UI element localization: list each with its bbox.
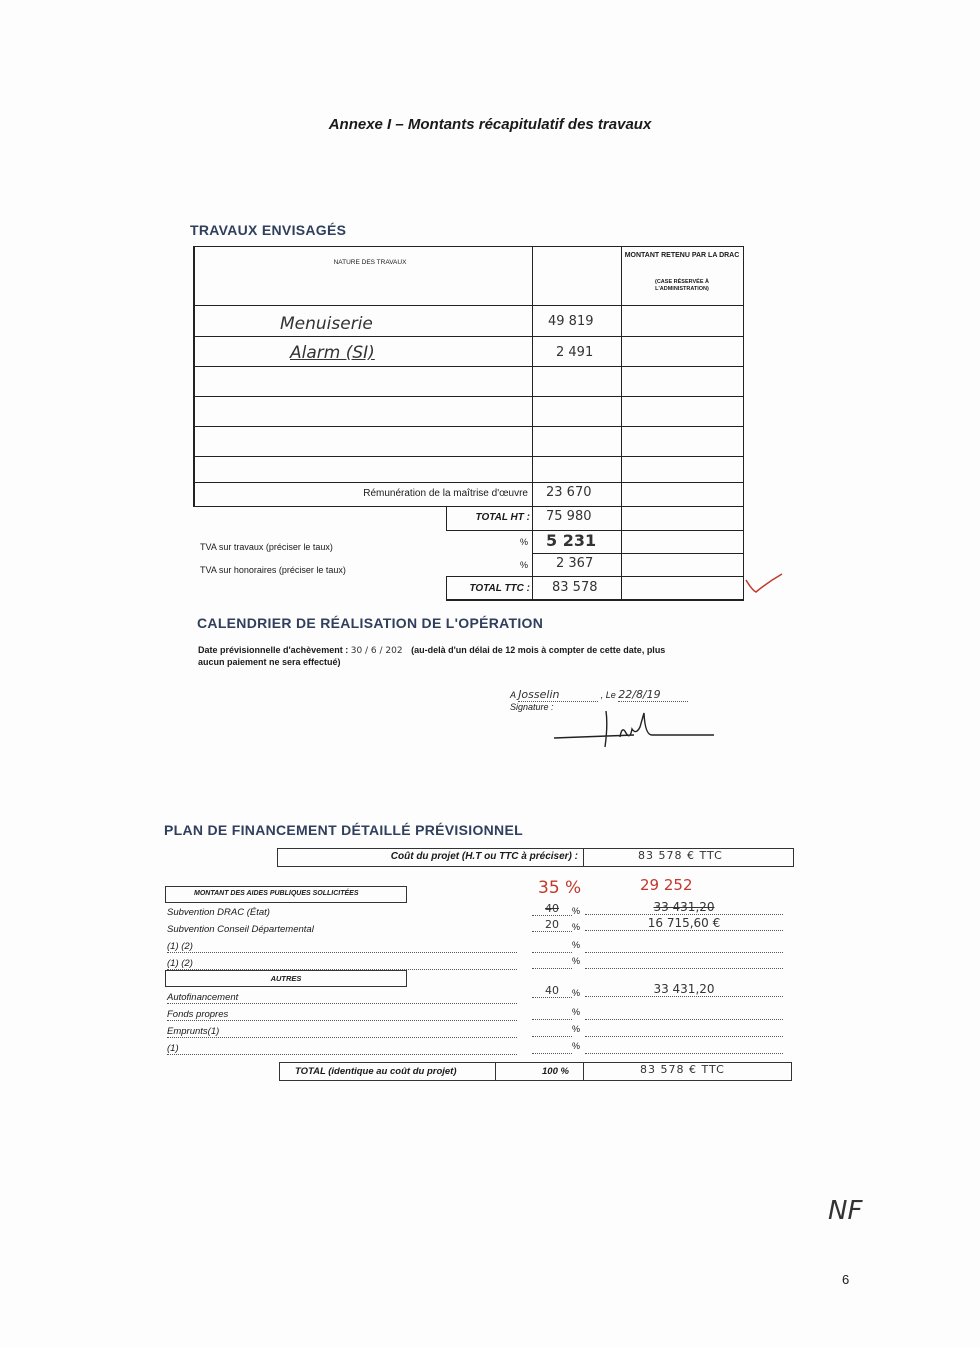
cout-box xyxy=(277,848,794,867)
tva-honoraires-label: TVA sur honoraires (préciser le taux) xyxy=(200,565,346,575)
tva-honoraires-pct: % xyxy=(520,560,529,570)
total-value: 83 578 € TTC xyxy=(640,1063,725,1076)
tva-honoraires-value: 2 367 xyxy=(556,556,594,571)
initials: NF xyxy=(828,1196,863,1226)
travaux-row-2-montant: 2 491 xyxy=(556,345,594,360)
date-suffix: (au-delà d'un délai de 12 mois à compter de cette date, plus xyxy=(411,645,666,655)
tva-travaux-value: 5 231 xyxy=(546,531,597,550)
total-label: TOTAL (identique au coût du projet) xyxy=(295,1066,457,1077)
cout-value: 83 578 € TTC xyxy=(638,849,723,862)
autre-row-1-pct: 40 xyxy=(532,984,572,998)
col-header-nature: NATURE DES TRAVAUX xyxy=(333,259,407,266)
signature-label: Signature : xyxy=(510,702,554,712)
aide-row-4-label: (1) (2) xyxy=(167,958,517,970)
autre-row-2-label: Fonds propres xyxy=(167,1009,517,1021)
remuneration-label: Rémunération de la maîtrise d'œuvre xyxy=(363,488,528,499)
check-mark-icon xyxy=(744,570,784,598)
total-pct: 100 % xyxy=(542,1066,569,1077)
date-note: aucun paiement ne sera effectué) xyxy=(198,657,341,667)
autre-row-3-pct xyxy=(532,1036,572,1037)
aides-header-box xyxy=(165,886,407,903)
a-value: Josselin xyxy=(518,688,598,702)
aide-row-1-amount: 33 431,20 xyxy=(585,900,783,915)
total-ht-label: TOTAL HT : xyxy=(475,512,530,523)
col-header-montant: MONTANT RETENU PAR LA DRAC xyxy=(624,252,740,259)
autres-header: AUTRES xyxy=(270,974,302,983)
aide-row-3-pct-sign: % xyxy=(572,940,581,950)
remuneration-value: 23 670 xyxy=(546,485,592,500)
autre-row-4-label: (1) xyxy=(167,1043,517,1055)
document-title: Annexe I – Montants récapitulatif des travaux xyxy=(328,116,652,133)
aide-row-3-amount xyxy=(585,952,783,953)
autre-row-1-label: Autofinancement xyxy=(167,992,517,1004)
aide-row-1-pct-sign: % xyxy=(572,906,581,916)
aide-row-1-label: Subvention DRAC (État) xyxy=(167,907,270,918)
autre-row-4-pct-sign: % xyxy=(572,1041,581,1051)
autre-row-3-label: Emprunts(1) xyxy=(167,1026,517,1038)
aide-row-2-pct-sign: % xyxy=(572,922,581,932)
autre-row-2-pct xyxy=(532,1019,572,1020)
annot-amount: 29 252 xyxy=(640,876,693,894)
cout-label: Coût du projet (H.T ou TTC à préciser) : xyxy=(390,851,578,862)
date-value: 30 / 6 / 202 xyxy=(350,646,403,656)
aide-row-3-label: (1) (2) xyxy=(167,941,517,953)
aide-row-1-pct: 40 xyxy=(532,902,572,916)
annot-pct: 35 % xyxy=(538,878,582,898)
total-ttc-label: TOTAL TTC : xyxy=(469,583,530,594)
autre-row-4-amount xyxy=(585,1053,783,1054)
travaux-heading: TRAVAUX ENVISAGÉS xyxy=(190,222,347,238)
le-value: 22/8/19 xyxy=(618,688,688,702)
autre-row-2-amount xyxy=(585,1019,783,1020)
travaux-row-2-nature: Alarm (SI) xyxy=(290,343,375,363)
autre-row-4-pct xyxy=(532,1053,572,1054)
autre-row-1-amount: 33 431,20 xyxy=(585,982,783,997)
place-date-line xyxy=(510,688,688,702)
travaux-row-1-montant: 49 819 xyxy=(548,314,594,329)
financement-heading: PLAN DE FINANCEMENT DÉTAILLÉ PRÉVISIONNEL xyxy=(164,822,523,838)
page-number: 6 xyxy=(842,1272,850,1287)
signature-icon xyxy=(548,705,723,750)
le-label: , Le xyxy=(600,690,616,700)
autre-row-3-amount xyxy=(585,1036,783,1037)
total-ttc-value: 83 578 xyxy=(552,580,598,595)
a-label: A xyxy=(510,690,516,700)
aide-row-2-label: Subvention Conseil Départemental xyxy=(167,924,314,935)
col-header-montant-note: (CASE RÉSERVÉE À L'ADMINISTRATION) xyxy=(655,279,709,292)
tva-travaux-pct: % xyxy=(520,537,529,547)
autre-row-1-pct-sign: % xyxy=(572,988,581,998)
aides-header: MONTANT DES AIDES PUBLIQUES SOLLICITÉES xyxy=(194,890,359,897)
total-box xyxy=(279,1062,792,1081)
calendrier-heading: CALENDRIER DE RÉALISATION DE L'OPÉRATION xyxy=(197,615,544,631)
aide-row-3-pct xyxy=(532,952,572,953)
total-ht-value: 75 980 xyxy=(546,509,592,524)
aide-row-4-amount xyxy=(585,968,783,969)
autres-header-box xyxy=(165,970,407,987)
autre-row-3-pct-sign: % xyxy=(572,1024,581,1034)
aide-row-2-amount: 16 715,60 € xyxy=(585,916,783,931)
autre-row-2-pct-sign: % xyxy=(572,1007,581,1017)
aide-row-2-pct: 20 xyxy=(532,918,572,932)
travaux-row-1-nature: Menuiserie xyxy=(280,314,373,334)
date-label: Date prévisionnelle d'achèvement : xyxy=(198,645,349,655)
aide-row-4-pct xyxy=(532,968,572,969)
date-line xyxy=(198,645,665,656)
tva-travaux-label: TVA sur travaux (préciser le taux) xyxy=(200,542,333,552)
aide-row-4-pct-sign: % xyxy=(572,956,581,966)
